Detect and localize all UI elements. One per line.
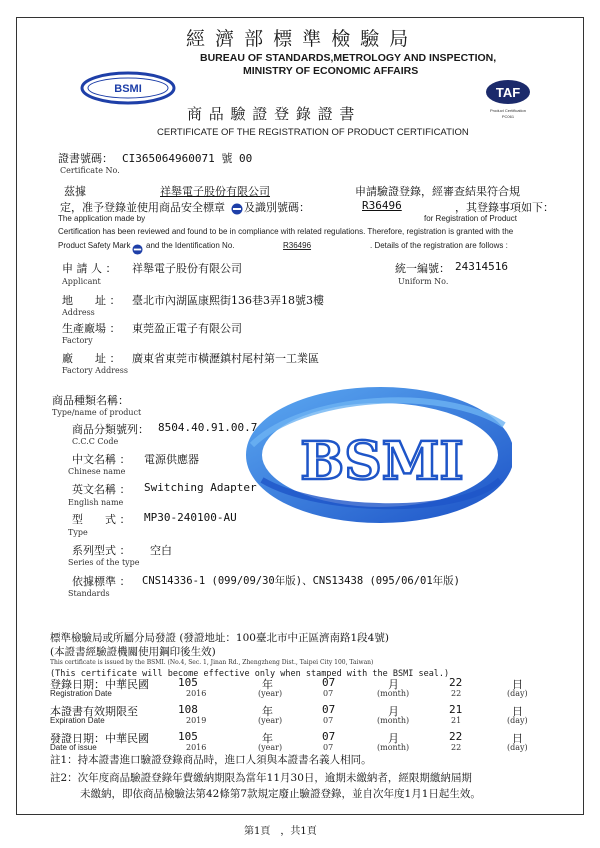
intro-line1-a: 茲據 (64, 185, 86, 198)
bureau-title-en-line2: MINISTRY OF ECONOMIC AFFAIRS (243, 65, 419, 77)
date-row-1-yl: 年 (262, 705, 273, 718)
intro-en-2: Certification has been reviewed and found to be in compliance with related regulations. Therefore, registration is granted with the (58, 227, 514, 236)
date-row-1-de: 21 (451, 716, 462, 725)
intro-en-3b: and the Identification No. (146, 241, 235, 250)
english-name-label-en: English name (68, 498, 124, 507)
date-row-0-en: Registration Date (50, 689, 112, 698)
product-type-label: 商品種類名稱： (52, 394, 129, 407)
bsmi-logo-text: BSMI (114, 83, 142, 95)
issuer-en2: (This certificate will become effective only when stamped with the BSMI seal.) (50, 669, 450, 679)
intro-company: 祥舉電子股份有限公司 (160, 185, 270, 198)
intro-line2-b: 及識別號碼： (244, 201, 310, 214)
ccc-label-en: C.C.C Code (72, 437, 119, 446)
date-row-0-yl: 年 (262, 678, 273, 691)
bsmi-logo (78, 70, 178, 106)
intro-en-3a: Product Safety Mark (58, 241, 131, 250)
factory-label: 生產廠場 ： (62, 322, 121, 335)
date-row-2-en: Date of issue (50, 743, 97, 752)
applicant-label: 申 請 人 ： (62, 262, 117, 275)
date-row-1-ml: 月 (388, 705, 399, 718)
factory-address-label: 廠 址 ： (62, 352, 121, 365)
date-row-1-m: 07 (322, 703, 336, 716)
certificate-title-en: CERTIFICATE OF THE REGISTRATION OF PRODUCT CERTIFICATION (157, 127, 469, 138)
date-row-2-yen: (year) (258, 743, 283, 752)
standards-label-en: Standards (68, 589, 110, 598)
date-row-1-dl: 日 (512, 705, 523, 718)
date-row-0-ml: 月 (388, 678, 399, 691)
factory-label-en: Factory (62, 336, 93, 345)
note-2-line1: 註2：次年度商品驗證登錄年費繳納期限為當年11月30日，逾期未繳納者，經限期繳納屆期 (50, 772, 472, 784)
ccc-label: 商品分類號列： (72, 423, 149, 436)
date-row-0-den: (day) (507, 689, 528, 698)
chinese-name-label-en: Chinese name (68, 467, 126, 476)
bureau-title-cn: 經 濟 部 標 準 檢 驗 局 (186, 28, 411, 50)
intro-line2-a: 定，准予登錄並使用商品安全標章 (60, 201, 225, 214)
taf-logo (478, 78, 538, 122)
chinese-name-value: 電源供應器 (144, 453, 199, 466)
date-row-0-ye: 2016 (186, 689, 207, 698)
intro-code: R36496 (362, 199, 402, 212)
issuer-en1: This certificate is issued by the BSMI. (No.4, Sec. 1, Jinan Rd., Zhengzheng Dist., Taipei City 100, Taiwan) (50, 659, 374, 666)
series-label: 系列型式 ： (72, 544, 131, 557)
date-row-0-m: 07 (322, 676, 336, 689)
intro-en-code: R36496 (283, 241, 312, 250)
issuer-line1: 標準檢驗局或所屬分局發證 (發證地址：100臺北市中正區濟南路1段4號) (50, 632, 389, 644)
intro-line2-c: ，其登錄事項如下： (455, 201, 554, 214)
cert-no-label: 證書號碼： (58, 152, 113, 165)
date-row-2-den: (day) (507, 743, 528, 752)
address-label: 地 址 ： (62, 294, 121, 307)
date-row-1-yen: (year) (258, 716, 283, 725)
chinese-name-label: 中文名稱 ： (72, 453, 131, 466)
intro-en-1b: for Registration of Product (424, 214, 517, 223)
english-name-value: Switching Adapter (144, 481, 257, 494)
uniform-no-label-en: Uniform No. (398, 277, 449, 286)
date-row-1-den: (day) (507, 716, 528, 725)
certificate-title-cn: 商 品 驗 證 登 錄 證 書 (187, 105, 356, 123)
date-row-1-en: Expiration Date (50, 716, 105, 725)
applicant-value: 祥舉電子股份有限公司 (132, 262, 242, 275)
date-row-2-d: 22 (449, 730, 463, 743)
date-row-2-men: (month) (377, 743, 410, 752)
date-row-0-y: 105 (178, 676, 198, 689)
ccc-value: 8504.40.91.00.7 (158, 421, 258, 434)
cert-no-value: CI365064960071 號 00 (122, 152, 253, 165)
date-row-1-ye: 2019 (186, 716, 207, 725)
factory-address-label-en: Factory Address (62, 366, 128, 375)
safety-mark-icon-en (132, 240, 143, 259)
series-value: 空白 (150, 544, 172, 557)
date-row-1-me: 07 (323, 716, 334, 725)
date-row-1-y: 108 (178, 703, 198, 716)
bsmi-watermark-text: BSMI (300, 431, 464, 492)
taf-small-line2: PC061 (501, 114, 515, 119)
date-row-0-yen: (year) (258, 689, 283, 698)
intro-en-3c: . Details of the registration are follows : (370, 241, 508, 250)
english-name-label: 英文名稱 ： (72, 483, 131, 496)
address-label-en: Address (62, 308, 95, 317)
date-row-1-d: 21 (449, 703, 463, 716)
safety-mark-icon (231, 200, 243, 219)
cert-no-label-en: Certificate No. (60, 166, 120, 175)
model-type-label: 型 式 ： (72, 513, 131, 526)
factory-value: 東莞盈正電子有限公司 (132, 322, 242, 335)
standards-value: CNS14336-1 (099/09/30年版)、CNS13438 (095/06/01年版) (142, 575, 461, 587)
taf-small-line1: Product Certification (489, 108, 527, 113)
date-row-1-men: (month) (377, 716, 410, 725)
date-row-0-de: 22 (451, 689, 462, 698)
address-value: 臺北市內湖區康熙街136巷3弄18號3樓 (132, 294, 324, 307)
series-label-en: Series of the type (68, 558, 140, 567)
model-type-value: MP30-240100-AU (144, 511, 237, 524)
page-number: 第1頁 ，共1頁 (244, 826, 317, 837)
date-row-0-d: 22 (449, 676, 463, 689)
date-row-2-label: 發證日期：中華民國 (50, 732, 149, 745)
date-row-2-me: 07 (323, 743, 334, 752)
date-row-2-ml: 月 (388, 732, 399, 745)
taf-logo-text: TAF (495, 85, 521, 100)
note-1: 註1：持本證書進口驗證登錄商品時，進口人須與本證書名義人相同。 (50, 754, 372, 766)
date-row-2-de: 22 (451, 743, 462, 752)
note-2-line2: 未繳納，即依商品檢驗法第42條第7款規定廢止驗證登錄，並自次年度1月1日起生效。 (80, 788, 481, 800)
date-row-2-yl: 年 (262, 732, 273, 745)
date-row-0-label: 登錄日期：中華民國 (50, 678, 149, 691)
intro-en-1a: The application made by (58, 214, 146, 223)
date-row-1-label: 本證書有效期限至 (50, 705, 138, 718)
product-type-label-en: Type/name of product (52, 408, 142, 417)
date-row-0-dl: 日 (512, 678, 523, 691)
date-row-2-dl: 日 (512, 732, 523, 745)
uniform-no-label: 統一編號： (395, 262, 450, 275)
date-row-0-me: 07 (323, 689, 334, 698)
date-row-0-men: (month) (377, 689, 410, 698)
date-row-2-y: 105 (178, 730, 198, 743)
intro-line1-b: 申請驗證登錄，經審查結果符合規 (355, 185, 520, 198)
uniform-no-value: 24314516 (455, 260, 508, 273)
date-row-2-m: 07 (322, 730, 336, 743)
issuer-line2: (本證書經驗證機關使用鋼印後生效) (50, 646, 216, 658)
bsmi-watermark (242, 385, 512, 535)
date-row-2-ye: 2016 (186, 743, 207, 752)
bureau-title-en-line1: BUREAU OF STANDARDS,METROLOGY AND INSPECTION, (200, 52, 497, 64)
applicant-label-en: Applicant (62, 277, 101, 286)
factory-address-value: 廣東省東莞市橫瀝鎮村尾村第一工業區 (132, 352, 319, 365)
standards-label: 依據標準 ： (72, 575, 131, 588)
model-type-label-en: Type (68, 528, 88, 537)
